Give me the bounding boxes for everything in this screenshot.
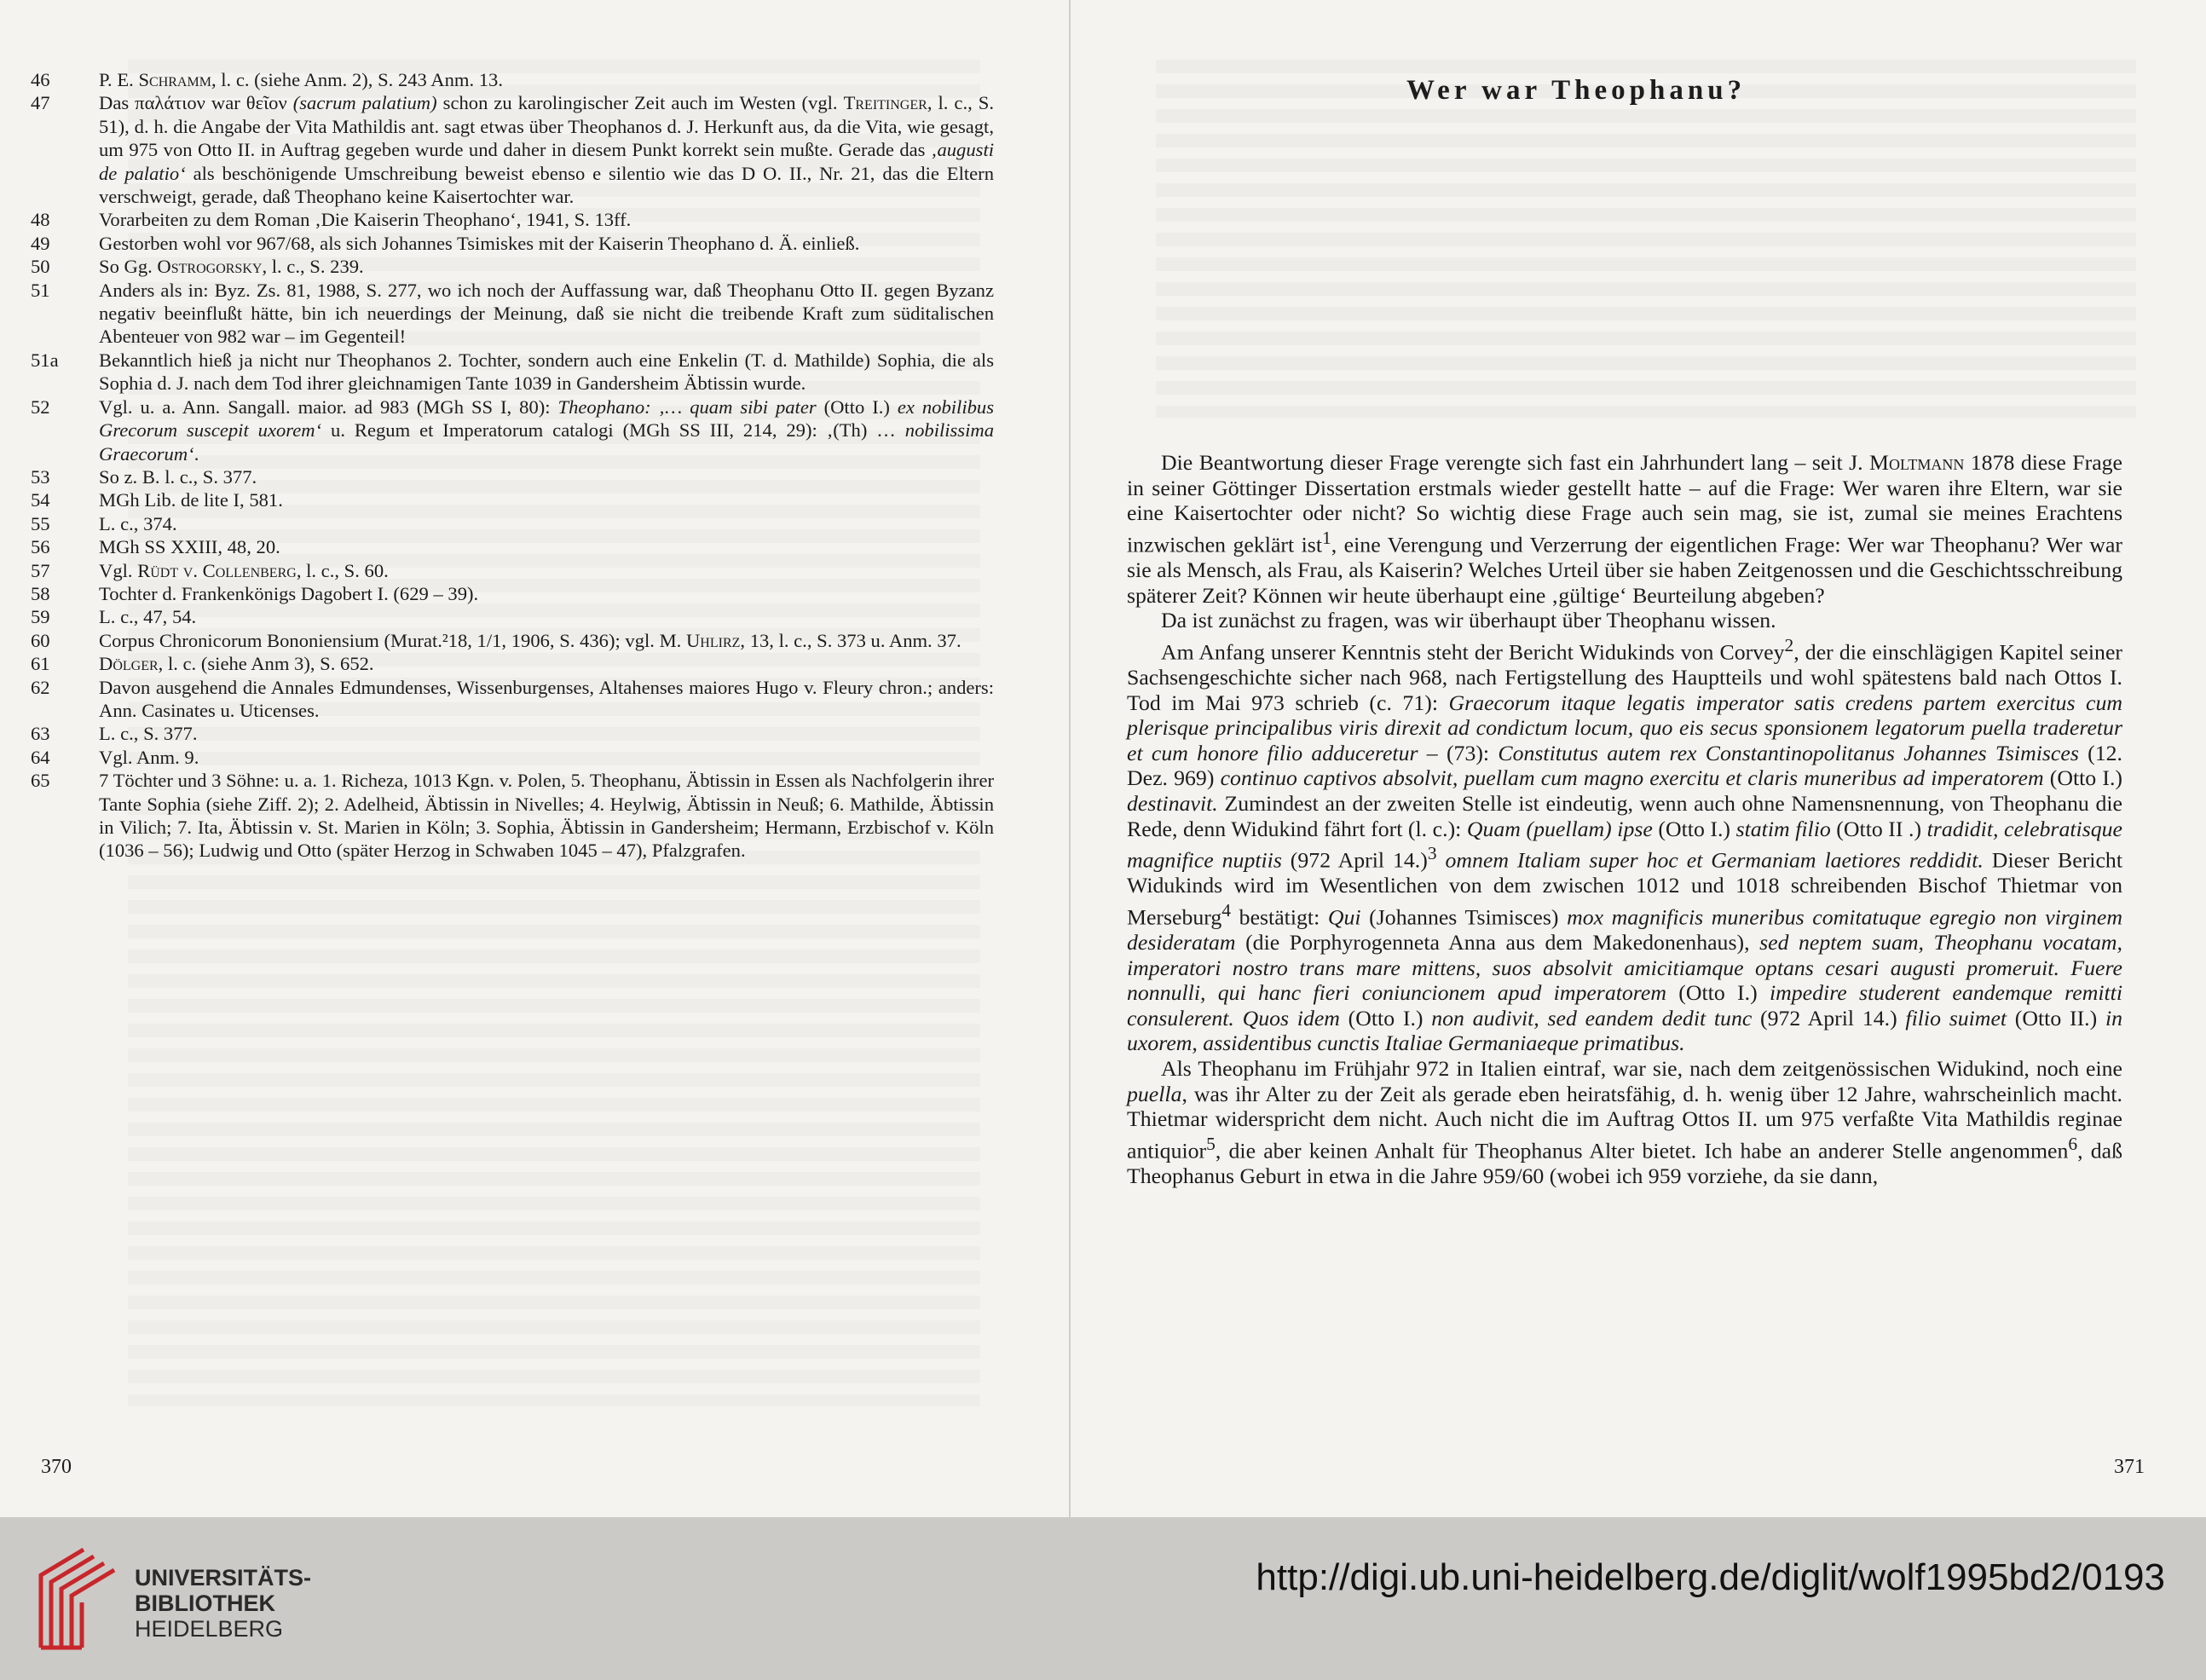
footnote-number: 57 [31, 559, 50, 581]
footnote-63 [31, 722, 994, 745]
footnote-number: 56 [31, 536, 50, 558]
footnote-number: 53 [31, 465, 50, 488]
footnote-number: 58 [31, 582, 50, 604]
library-logo-icon [24, 1541, 126, 1656]
page-number-left: 370 [41, 1456, 72, 1478]
footnote-text: So z. B. l. c., S. 377. [99, 465, 257, 488]
footnote-58 [31, 582, 994, 605]
footnote-text: So Gg. Ostrogorsky, l. c., S. 239. [99, 256, 364, 278]
footnote-46 [31, 68, 994, 91]
footnote-text: P. E. Schramm, l. c. (siehe Anm. 2), S. 243 Anm. 13. [99, 69, 503, 90]
footnote-number: 49 [31, 232, 50, 254]
footnote-text: L. c., 374. [99, 512, 177, 534]
paragraph: Als Theophanu im Frühjahr 972 in Italien eintraf, war sie, nach dem zeitgenössischen Widukind, noch eine puella, was ihr Alter zu der Zeit als gerade eben heiratsfähig, d. h. wenig über 12 Jahre, wahrscheinlich macht. Thietmar widerspricht dem nicht. Auch nicht die im Auftrag Ottos II. um 975 verfaßte Vita Mathildis reginae antiquior$^5$, die aber keinen Anhalt für Theophanus Alter bietet. Ich habe an anderer Stelle angenommen$^6$, daß Theophanus Geburt in etwa in die Jahre 959/60 (wobei ich 959 vorziehe, da sie dann, [1127, 1056, 2122, 1188]
footnote-49 [31, 232, 994, 255]
right-page [1071, 0, 2206, 1517]
footnote-48 [31, 208, 994, 231]
footnote-53 [31, 465, 994, 488]
footnote-text: Davon ausgehend die Annales Edmundenses, Wissenburgenses, Altahenses maiores Hugo v. Fleury chron.; anders: Ann. Casinates u. Uticenses. [99, 676, 994, 721]
footnote-50 [31, 255, 994, 278]
left-page [0, 0, 1071, 1517]
footnote-54 [31, 488, 994, 511]
footnote-number: 59 [31, 606, 50, 628]
footnote-62 [31, 676, 994, 723]
paragraph: Die Beantwortung dieser Frage verengte sich fast ein Jahrhundert lang – seit J. Moltmann 1878 diese Frage in seiner Göttinger Dissertation erstmals wieder gestellt hatte – auf die Frage: Wer waren ihre Eltern, war sie eine Kaisertochter oder nicht? So wichtig diese Frage auch sein mag, sie ist, zumal sie meines Erachtens inzwischen geklärt ist$^1$, eine Verengung und Verzerrung der eigentlichen Frage: Wer war Theophanu? Wer war sie als Mensch, als Frau, als Kaiserin? Welches Urteil über sie haben Zeitgenossen und die Geschichtsschreibung späterer Zeit? Können wir heute überhaupt eine ‚gültige‘ Beurteilung abgeben? [1127, 450, 2122, 608]
footnote-number: 55 [31, 512, 50, 534]
footnote-text: Vgl. Rüdt v. Collenberg, l. c., S. 60. [99, 559, 389, 581]
footnote-number: 54 [31, 489, 50, 511]
library-footer [0, 1517, 2206, 1680]
footnote-65 [31, 769, 994, 863]
footnote-51a [31, 349, 994, 395]
footnote-number: 65 [31, 770, 50, 792]
footnote-number: 46 [31, 69, 50, 90]
footnote-text: Vgl. Anm. 9. [99, 746, 199, 768]
footnote-text: Anders als in: Byz. Zs. 81, 1988, S. 277, wo ich noch der Auffassung war, daß Theophanu Otto II. gegen Byzanz negativ beeinflußt hätte, bin ich neuerdings der Meinung, daß sie nicht die treibende Kraft zum süditalischen Abenteuer von 982 war – im Gegenteil! [99, 279, 994, 348]
footnote-text: Corpus Chronicorum Bononiensium (Murat.²18, 1/1, 1906, S. 436); vgl. M. Uhlirz, 13, l. c., S. 373 u. Anm. 37. [99, 629, 962, 651]
footnote-text: Dölger, l. c. (siehe Anm 3), S. 652. [99, 653, 374, 675]
footnote-number: 63 [31, 723, 50, 745]
footnote-59 [31, 605, 994, 628]
footnote-number: 64 [31, 746, 50, 768]
footnote-51 [31, 279, 994, 349]
footnote-text: Vgl. u. a. Ann. Sangall. maior. ad 983 (MGh SS I, 80): Theophano: ‚… quam sibi pater (Otto I.) ex nobilibus Grecorum suscepit uxorem‘ u. Regum et Imperatorum catalogi (MGh SS III, 214, 29): ‚(Th) … nobilissima Graecorum‘. [99, 395, 994, 465]
footnote-56 [31, 535, 994, 558]
footnote-text: Bekanntlich hieß ja nicht nur Theophanos 2. Tochter, sondern auch eine Enkelin (T. d. Mathilde) Sophia, die als Sophia d. J. nach dem Tod ihrer gleichnamigen Tante 1039 in Gandersheim Äbtissin wurde. [99, 349, 994, 395]
footnote-64 [31, 746, 994, 769]
footnote-text: L. c., 47, 54. [99, 606, 197, 628]
footnote-text: Vorarbeiten zu dem Roman ‚Die Kaiserin Theophano‘, 1941, S. 13ff. [99, 209, 632, 231]
body-text [1127, 450, 2122, 1189]
bleed-through-text [1156, 60, 2136, 418]
footnote-number: 47 [31, 92, 50, 114]
footnote-number: 62 [31, 676, 50, 698]
footnote-text: MGh SS XXIII, 48, 20. [99, 536, 280, 558]
footnote-47 [31, 91, 994, 208]
footnote-text: Gestorben wohl vor 967/68, als sich Johannes Tsimiskes mit der Kaiserin Theophano d. Ä. einließ. [99, 232, 860, 254]
footnote-text: MGh Lib. de lite I, 581. [99, 489, 283, 511]
footnote-number: 61 [31, 653, 50, 675]
footnotes [31, 68, 994, 863]
paragraph: Da ist zunächst zu fragen, was wir überhaupt über Theophanu wissen. [1161, 608, 1776, 633]
paragraph: Am Anfang unserer Kenntnis steht der Bericht Widukinds von Corvey$^2$, der die einschlägigen Kapitel seiner Sachsengeschichte sicher nach 968, nach Fertigstellung des Hauptteils und wohl spätestens bald nach Ottos I. Tod im Mai 973 schrieb (c. 71): Graecorum itaque legatis imperator satis credens partem exercitus cum plerisque principalibus viris direxit ad condictum locum, quo eis secus sponsionem legatorum puella traderetur et cum honore filio adduceretur – (73): Constitutus autem rex Constantinopolitanus Johannes Tsimisces (12. Dez. 969) continuo captivos absolvit, puellam cum magno exercitu et claris muneribus ad imperatorem (Otto I.) destinavit. Zumindest an der zweiten Stelle ist eindeutig, wenn auch ohne Namensnennung, von Theophanu die Rede, denn Widukind fährt fort (l. c.): Quam (puellam) ipse (Otto I.) statim filio (Otto II .) tradidit, celebratisque magnifice nuptiis (972 April 14.)$^3$ omnem Italiam super hoc et Germaniam laetiores reddidit. Dieser Bericht Widukinds wird im Wesentlichen von dem zwischen 1012 und 1018 schreibenden Bischof Thietmar von Merseburg$^4$ bestätigt: Qui (Johannes Tsimisces) mox magnificis muneribus comitatuque egregio non virginem desideratam (die Porphyrogenneta Anna aus dem Makedonenhaus), sed neptem suam, Theophanu vocatam, imperatori nostro trans mare mittens, suos absolvit amicitiamque optans cesari augusti promeruit. Fuere nonnulli, qui hanc fieri coniuncionem apud imperatorem (Otto I.) impedire studerent eandemque remitti consulerent. Quos idem (Otto I.) non audivit, sed eandem dedit tunc (972 April 14.) filio suimet (Otto II.) in uxorem, assidentibus cunctis Italiae Germaniaeque primatibus. [1127, 634, 2123, 1056]
document-url[interactable]: http://digi.ub.uni-heidelberg.de/diglit/wolf1995bd2/0193 [1256, 1556, 2165, 1598]
library-name-line3: HEIDELBERG [135, 1616, 284, 1642]
footnote-text: Tochter d. Frankenkönigs Dagobert I. (629 – 39). [99, 582, 479, 604]
library-name [135, 1565, 311, 1642]
page-number-right: 371 [2114, 1456, 2145, 1478]
footnote-55 [31, 512, 994, 535]
footnote-number: 48 [31, 209, 50, 231]
chapter-title: Wer war Theophanu? [1406, 75, 1747, 106]
footnote-text: L. c., S. 377. [99, 723, 198, 745]
footnote-number: 60 [31, 629, 50, 651]
footnote-60 [31, 629, 994, 652]
footnote-text: Das παλάτιον war θεῖον (sacrum palatium) schon zu karolingischer Zeit auch im Westen (vgl. Treitinger, l. c., S. 51), d. h. die Angabe der Vita Mathildis ant. sagt etwas über Theophanos d. J. Herkunft aus, da die Vita, wie gesagt, um 975 von Otto II. in Auftrag gegeben wurde und daher in diesem Punkt korrekt sein mußte. Gerade das ‚augusti de palatio‘ als beschönigende Umschreibung beweist ebenso e silentio wie das D O. II., Nr. 21, das die Eltern verschweigt, gerade, daß Theophano keine Kaisertochter war. [99, 92, 994, 208]
footnote-52 [31, 395, 994, 465]
footnote-number: 51a [31, 349, 59, 371]
footnote-number: 52 [31, 395, 50, 418]
library-name-line2: BIBLIOTHEK [135, 1591, 275, 1616]
footnote-57 [31, 559, 994, 582]
footnote-61 [31, 652, 994, 675]
footnote-number: 51 [31, 279, 50, 301]
footnote-text: 7 Töchter und 3 Söhne: u. a. 1. Richeza, 1013 Kgn. v. Polen, 5. Theophanu, Äbtissin in Essen als Nachfolgerin ihrer Tante Sophia (siehe Ziff. 2); 2. Adelheid, Äbtissin in Nivelles; 4. Heylwig, Äbtissin in Neuß; 6. Mathilde, Äbtissin in Vilich; 7. Ita, Äbtissin v. St. Marien in Köln; 3. Sophia, Äbtissin in Gandersheim; Hermann, Erzbischof v. Köln (1036 – 56); Ludwig und Otto (später Herzog in Schwaben 1045 – 47), Pfalzgrafen. [99, 770, 994, 862]
library-name-line1: UNIVERSITÄTS- [135, 1565, 312, 1591]
footnote-number: 50 [31, 256, 50, 278]
